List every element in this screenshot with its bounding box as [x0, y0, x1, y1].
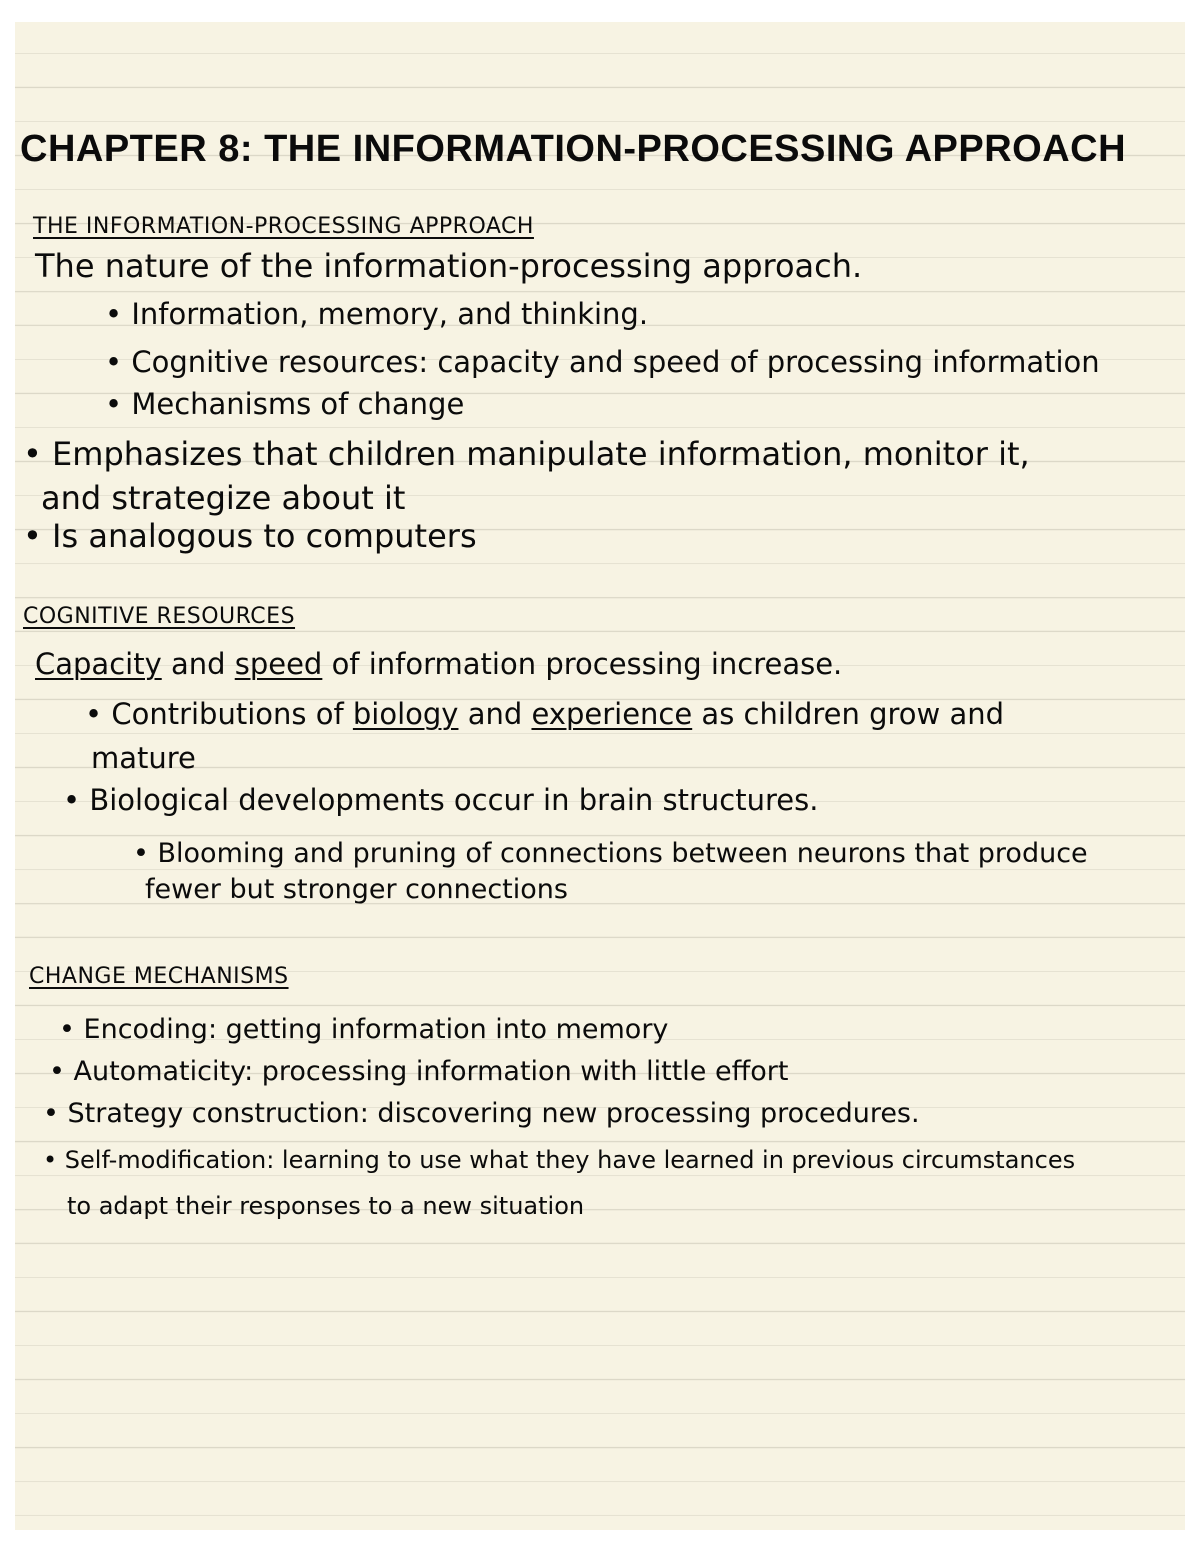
list-item-text: Biological developments occur in brain structures.: [89, 783, 819, 817]
section2-intro: [35, 647, 843, 681]
and-text: and: [170, 647, 226, 681]
nested-item-text: Blooming and pruning of connections between neurons that produce: [157, 838, 1088, 869]
list-item: • Self-modification: learning to use what they have learned in previous circumstances: [43, 1146, 1076, 1174]
biology-text: biology: [352, 697, 459, 731]
list-item: • Biological developments occur in brain structures.: [63, 783, 819, 817]
item-start-text: Contributions of: [111, 697, 344, 731]
bullet-item: • Is analogous to computers: [23, 517, 477, 555]
sub-item: • Cognitive resources: capacity and speed of processing information: [105, 345, 1100, 379]
sub-item: • Information, memory, and thinking.: [105, 297, 649, 331]
sub-item-text: Information, memory, and thinking.: [131, 297, 649, 331]
list-item: • Contributions of biology and experience as children grow and: [85, 697, 1005, 731]
sub-item-text: Mechanisms of change: [131, 387, 465, 421]
section-heading-cognitive-resources: COGNITIVE RESOURCES: [23, 604, 296, 629]
section-heading-change-mechanisms: CHANGE MECHANISMS: [29, 964, 289, 989]
section-heading-info-processing: THE INFORMATION-PROCESSING APPROACH: [33, 214, 534, 239]
bullet-continuation: and strategize about it: [41, 479, 406, 517]
list-item-text: Self-modification: learning to use what they have learned in previous circumstances: [64, 1146, 1076, 1174]
list-item: • Strategy construction: discovering new processing procedures.: [43, 1098, 920, 1129]
bullet-item: • Emphasizes that children manipulate information, monitor it,: [23, 435, 1030, 473]
page-title: CHAPTER 8: THE INFORMATION-PROCESSING APPROACH: [20, 128, 1127, 170]
list-item-text: Encoding: getting information into memory: [83, 1014, 669, 1045]
sub-item: • Mechanisms of change: [105, 387, 465, 421]
capacity-text: Capacity: [35, 647, 162, 681]
list-item: • Encoding: getting information into memory: [59, 1014, 669, 1045]
experience-text: experience: [531, 697, 693, 731]
list-item: • Automaticity: processing information with little effort: [49, 1056, 789, 1087]
list-item-text: Automaticity: processing information with little effort: [73, 1056, 789, 1087]
list-item-continuation: to adapt their responses to a new situation: [67, 1192, 585, 1220]
list-item-continuation: mature: [91, 741, 196, 775]
note-page: [15, 22, 1185, 1530]
and-text: and: [467, 697, 523, 731]
nested-item-continuation: fewer but stronger connections: [145, 874, 568, 905]
bullet-text: Is analogous to computers: [52, 517, 477, 555]
list-item-text: Strategy construction: discovering new processing procedures.: [67, 1098, 920, 1129]
bullet-text: Emphasizes that children manipulate information, monitor it,: [52, 435, 1030, 473]
nested-list-item: • Blooming and pruning of connections between neurons that produce: [133, 838, 1088, 869]
item-end-text: as children grow and: [701, 697, 1005, 731]
sub-item-text: Cognitive resources: capacity and speed of processing information: [131, 345, 1100, 379]
section1-intro: The nature of the information-processing approach.: [35, 247, 863, 285]
speed-text: speed: [234, 647, 323, 681]
intro-rest-text: of information processing increase.: [331, 647, 843, 681]
